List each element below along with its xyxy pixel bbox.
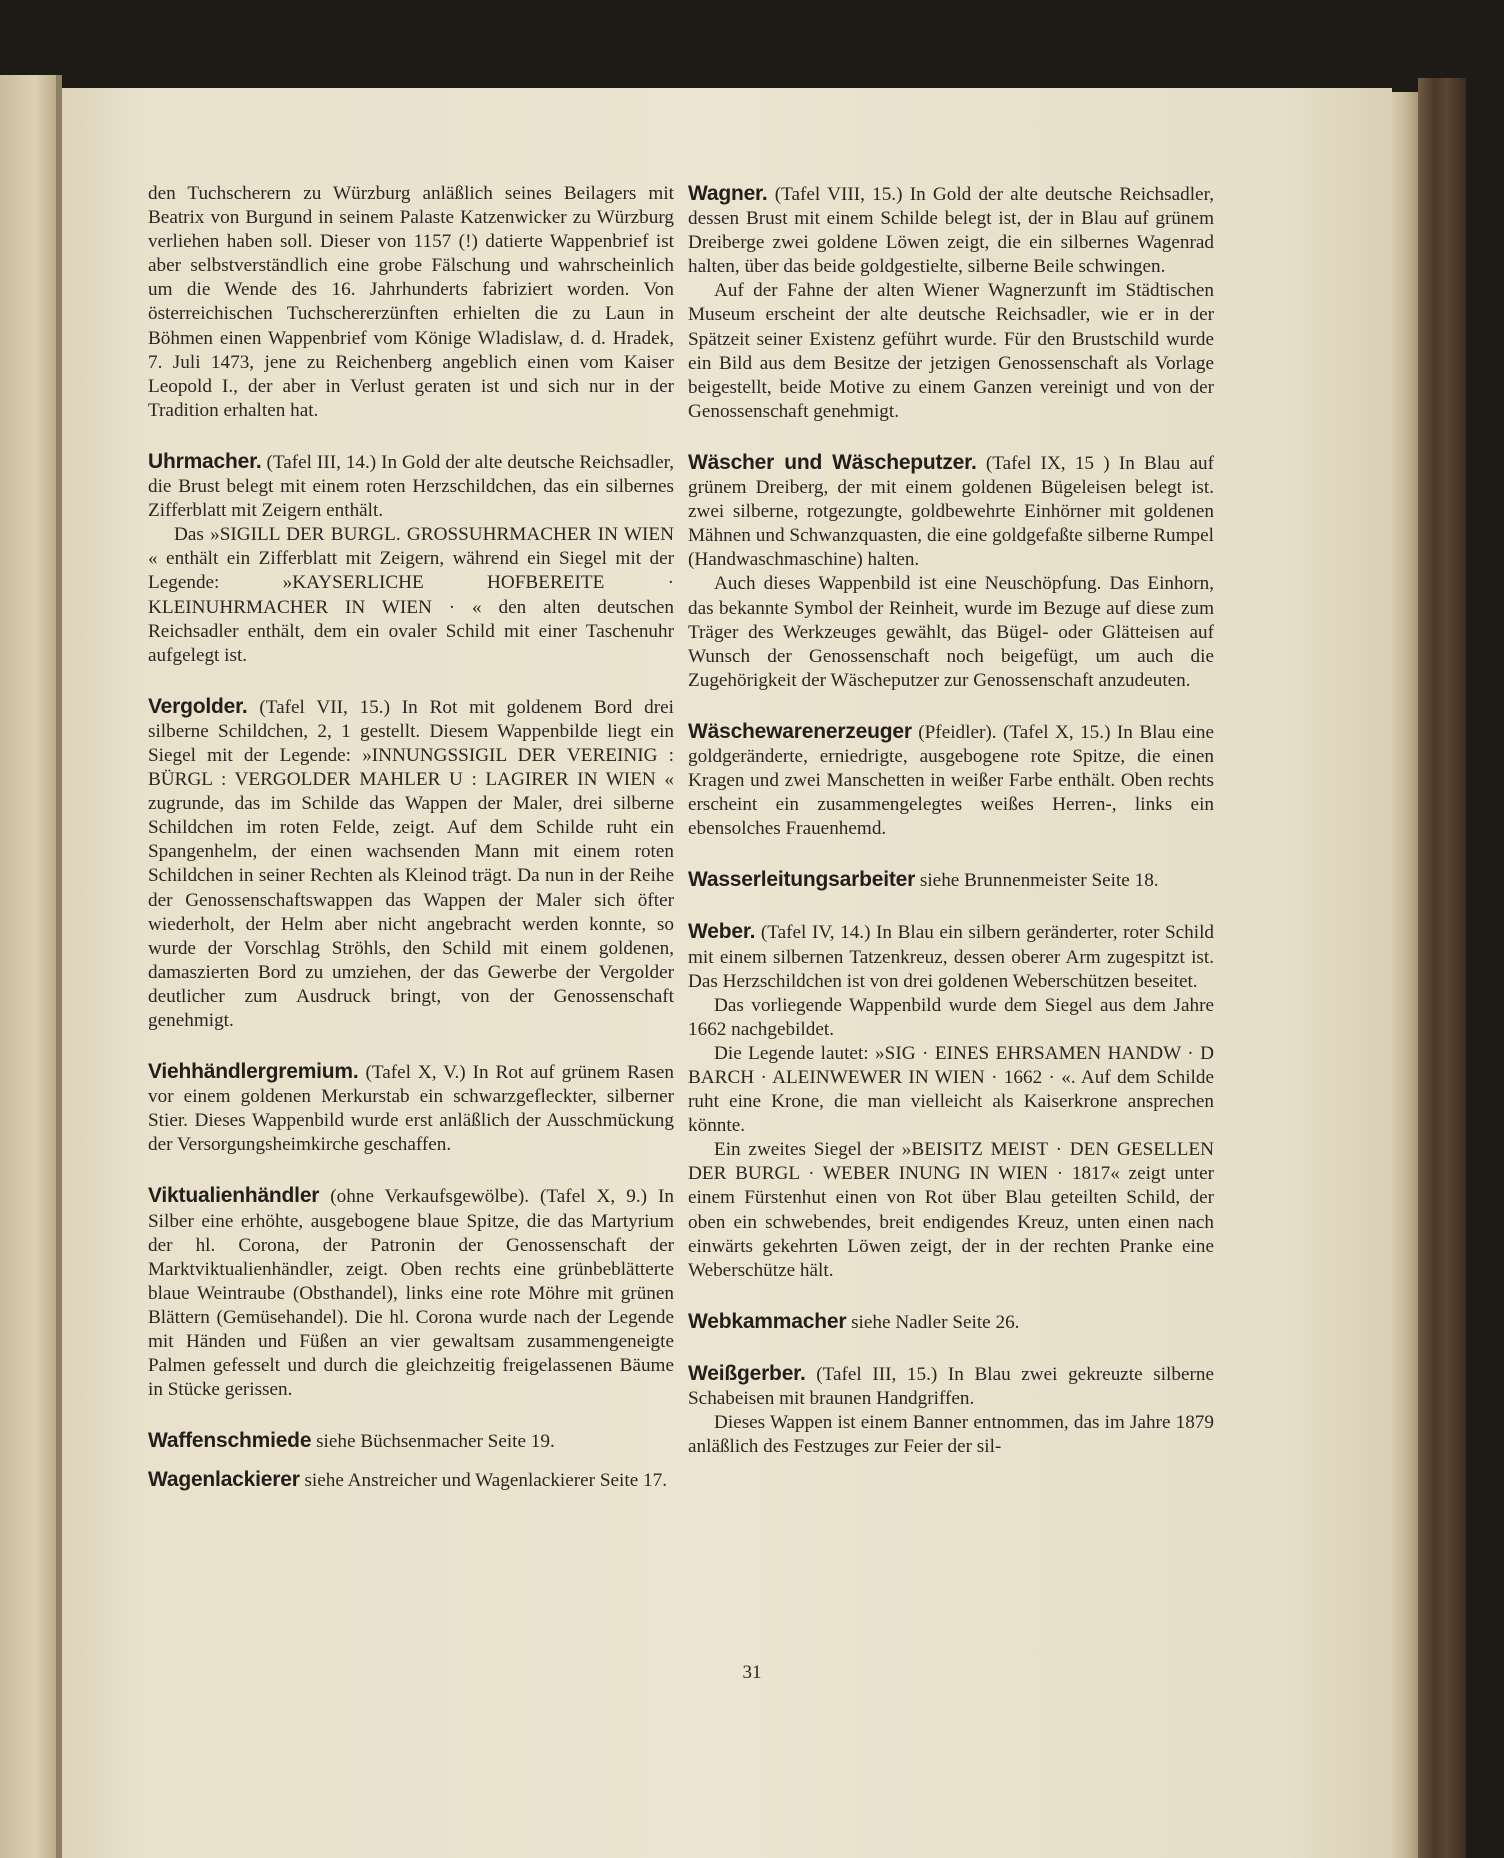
entry-heading: Weißgerber. — [688, 1361, 806, 1385]
paragraph: Das »SIGILL DER BURGL. GROSSUHRMACHER IN WIEN « enthält ein Zifferblatt mit Zeigern, während ein Siegel mit der Legende: »KAYSERLICHE HOFBEREITE · KLEINUHRMACHER IN WIEN · « den alten deutschen Reichsadler enthält, dem ein ovaler Schild mit einer Taschenuhr aufgelegt ist. — [148, 524, 674, 666]
entry-weissgerber — [688, 1362, 1214, 1459]
entry-webkammacher — [688, 1310, 1214, 1335]
entry-viktualienhaendler — [148, 1184, 674, 1402]
entry-weber — [688, 920, 1214, 1282]
entry-uhrmacher — [148, 450, 674, 668]
paragraph — [148, 1429, 674, 1454]
entry-text: siehe Anstreicher und Wagenlackierer Seite 17. — [304, 1470, 667, 1492]
paragraph — [688, 720, 1214, 841]
entry-text: (ohne Verkaufsgewölbe). (Tafel X, 9.) In Silber eine erhöhte, ausgebogene blaue Spitze, die das Martyrium der hl. Corona, der Patronin der Genossenschaft der Marktviktualienhändler, zeigt. Oben rechts eine grünbeblätterte blaue Weintraube (Obsthandel), links eine rote Möhre mit grünen Blättern (Gemüsehandel). Die hl. Corona wurde nach der Legende mit Händen und Füßen an vier gewaltsam zusammengeneigte Palmen gefesselt und durch die gleichzeitig freigelassenen Bäume in Stücke gerissen. — [148, 1186, 674, 1401]
entry-waescher — [688, 451, 1214, 693]
paragraph — [148, 1060, 674, 1157]
entry-heading: Webkammacher — [688, 1309, 847, 1333]
scan-background — [1466, 78, 1504, 1858]
entry-waeschewarenerzeuger — [688, 720, 1214, 841]
paragraph — [148, 1184, 674, 1402]
entry-text: (Tafel III, 15.) In Blau zwei gekreuzte silberne Schabeisen mit braunen Handgriffen. — [688, 1363, 1214, 1410]
paragraph — [148, 695, 674, 1033]
entry-heading: Wäschewarenerzeuger — [688, 719, 912, 743]
paragraph: Auch dieses Wappenbild ist eine Neuschöpfung. Das Einhorn, das bekannte Symbol der Reinheit, wurde im Bezuge auf diese zum Träger des Werkzeuges gewählt, das Bügel- oder Glätteisen auf Wunsch der Genossenschaft noch beigefügt, um auch die Zugehörigkeit der Wäscheputzer zur Genossenschaft anzudeuten. — [688, 573, 1214, 691]
paragraph — [688, 1362, 1214, 1411]
entry-text: (Tafel VIII, 15.) In Gold der alte deutsche Reichsadler, dessen Brust mit einem Schilde belegt ist, der in Blau auf grünem Dreiberge zwei goldene Löwen zeigt, die ein silbernes Wagenrad halten, über das beide goldgestielte, silberne Beile schwingen. — [688, 184, 1214, 278]
paragraph: den Tuchscherern zu Würzburg anläßlich seines Beilagers mit Beatrix von Burgund in seinem Palaste Katzenwicker zu Würzburg verliehen haben soll. Dieser von 1157 (!) datierte Wappenbrief ist aber selbstverständlich eine grobe Fälschung und wahrscheinlich um die Wende des 16. Jahrhunderts fabriziert worden. Von österreichischen Tuchschererzünften erhielten die zu Laun in Böhmen einen Wappenbrief vom Könige Wladislaw, d. d. Hradek, 7. Juli 1473, jene zu Reichenberg angeblich einen vom Kaiser Leopold I., der aber in Verlust geraten ist und sich nur in der Tradition erhalten hat. — [148, 183, 674, 421]
entry-text: (Tafel IX, 15 ) In Blau auf grünem Dreiberg, der mit einem goldenen Bügeleisen belegt ist. zwei silberne, rotgezungte, goldbewehrte Einhörner mit goldenen Mähnen und Schwanzquasten, die eine goldgefaßte silberne Rumpel (Handwaschmaschine) halten. — [688, 452, 1215, 571]
entry-viehhaendlergremium — [148, 1060, 674, 1157]
paragraph — [688, 451, 1214, 572]
entry-text: (Tafel IV, 14.) In Blau ein silbern geränderter, roter Schild mit einem silbernen Tatzenkreuz, dessen oberer Arm zugespitzt ist. Das Herzschildchen ist von drei goldenen Weberschützen beseitet. — [688, 922, 1215, 992]
entry-heading: Viehhändlergremium. — [148, 1060, 359, 1084]
entry-tuchscherer-continued — [148, 182, 674, 423]
entry-heading: Wasserleitungsarbeiter — [688, 868, 916, 892]
page-stack-edge — [1392, 92, 1418, 1858]
facing-page-edge — [0, 75, 58, 1858]
entry-heading: Uhrmacher. — [148, 449, 262, 473]
entry-text: siehe Büchsenmacher Seite 19. — [316, 1431, 555, 1453]
entry-wagner — [688, 182, 1214, 424]
paragraph: Die Legende lautet: »SIG · EINES EHRSAMEN HANDW · D BARCH · ALEINWEWER IN WIEN · 1662 · «. Auf dem Schilde ruht eine Krone, die man vielleicht als Kaiserkrone ansprechen könnte. — [688, 1042, 1214, 1137]
entry-waffenschmiede — [148, 1429, 674, 1454]
book-binding — [1418, 78, 1466, 1858]
page-number: 31 — [742, 1662, 762, 1683]
entry-text: (Tafel X, V.) In Rot auf grünem Rasen vor einem goldenen Merkurstab ein schwarzgefleckter, silberner Stier. Dieses Wappenbild wurde erst anläßlich der Ausschmückung der Versorgungsheimkirche geschaffen. — [148, 1062, 675, 1156]
left-column — [148, 182, 674, 1494]
entry-vergolder — [148, 695, 674, 1033]
paragraph: Auf der Fahne der alten Wiener Wagnerzunft im Städtischen Museum erscheint der alte deutsche Reichsadler, wie er in der Spätzeit seiner Existenz geführt wurde. Für den Brustschild wurde ein Bild aus dem Besitze der jetzigen Genossenschaft als Vorlage beigestellt, beide Motive zu einem Ganzen vereinigt und von der Genossenschaft genehmigt. — [688, 280, 1214, 422]
paragraph — [148, 1468, 674, 1493]
entry-heading: Wagner. — [688, 182, 768, 205]
entry-text: (Pfeidler). (Tafel X, 15.) In Blau eine goldgeränderte, erniedrigte, ausgebogene rote Spitze, die einen Kragen und zwei Manschetten in weißer Farbe enthält. Oben rechts erscheint ein zusammengelegtes weißes Herren-, links ein ebensolches Frauenhemd. — [688, 721, 1214, 840]
entry-heading: Vergolder. — [148, 694, 248, 718]
entry-wagenlackierer — [148, 1468, 674, 1493]
entry-text: siehe Brunnenmeister Seite 18. — [919, 870, 1159, 892]
paragraph: Dieses Wappen ist einem Banner entnommen, das im Jahre 1879 anläßlich des Festzuges zur Feier der sil- — [688, 1412, 1214, 1458]
entry-heading: Wäscher und Wäscheputzer. — [688, 450, 977, 474]
entry-heading: Weber. — [688, 920, 756, 944]
entry-heading: Wagenlackierer — [148, 1468, 300, 1492]
right-column — [688, 182, 1214, 1459]
paragraph — [148, 450, 674, 523]
entry-text: (Tafel III, 14.) In Gold der alte deutsche Reichsadler, die Brust belegt mit einem roten Herzschildchen, das ein silbernes Zifferblatt mit Zeigern enthält. — [148, 451, 674, 522]
paragraph — [688, 182, 1214, 279]
entry-wasserleitungsarbeiter — [688, 868, 1214, 893]
entry-text: siehe Nadler Seite 26. — [851, 1311, 1020, 1333]
paragraph: Das vorliegende Wappenbild wurde dem Siegel aus dem Jahre 1662 nachgebildet. — [688, 994, 1214, 1040]
paragraph: Ein zweites Siegel der »BEISITZ MEIST · DEN GESELLEN DER BURGL · WEBER INUNG IN WIEN · 1817« zeigt unter einem Fürstenhut einen von Rot über Blau geteilten Schild, der oben ein schwebendes, breit endigendes Kreuz, unten einen nach einwärts gekehrten Löwen zeigt, der in der rechten Pranke eine Weberschütze hält. — [688, 1139, 1214, 1281]
entry-heading: Waffenschmiede — [148, 1429, 312, 1453]
entry-text: (Tafel VII, 15.) In Rot mit goldenem Bord drei silberne Schildchen, 2, 1 gestellt. Diesem Wappenbilde liegt ein Siegel mit der Legende: »INNUNGSSIGIL DER VEREINIG : BÜRGL : VERGOLDER MAHLER U : LAGIRER IN WIEN « zugrunde, das im Schilde das Wappen der Maler, drei silberne Schildchen im roten Felde, zeigt. Auf dem Schilde ruht ein Spangenhelm, der einen wachsenden Mann mit einem roten Schildchen in seiner Rechten als Kleinod trägt. Da nun in der Reihe der Genossenschaftswappen das Wappen der Maler sich öfter wiederholt, der Helm aber nicht angebracht werden konnte, so wurde der Vorschlag Ströhls, den Schild mit einem goldenen, damaszierten Bord zu umziehen, der das Gewerbe der Vergolder deutlicher zum Ausdruck bringt, von der Genossenschaft genehmigt. — [148, 696, 674, 1031]
paragraph — [688, 920, 1214, 993]
paragraph — [688, 868, 1214, 893]
entry-heading: Viktualienhändler — [148, 1184, 320, 1208]
paragraph — [688, 1310, 1214, 1335]
